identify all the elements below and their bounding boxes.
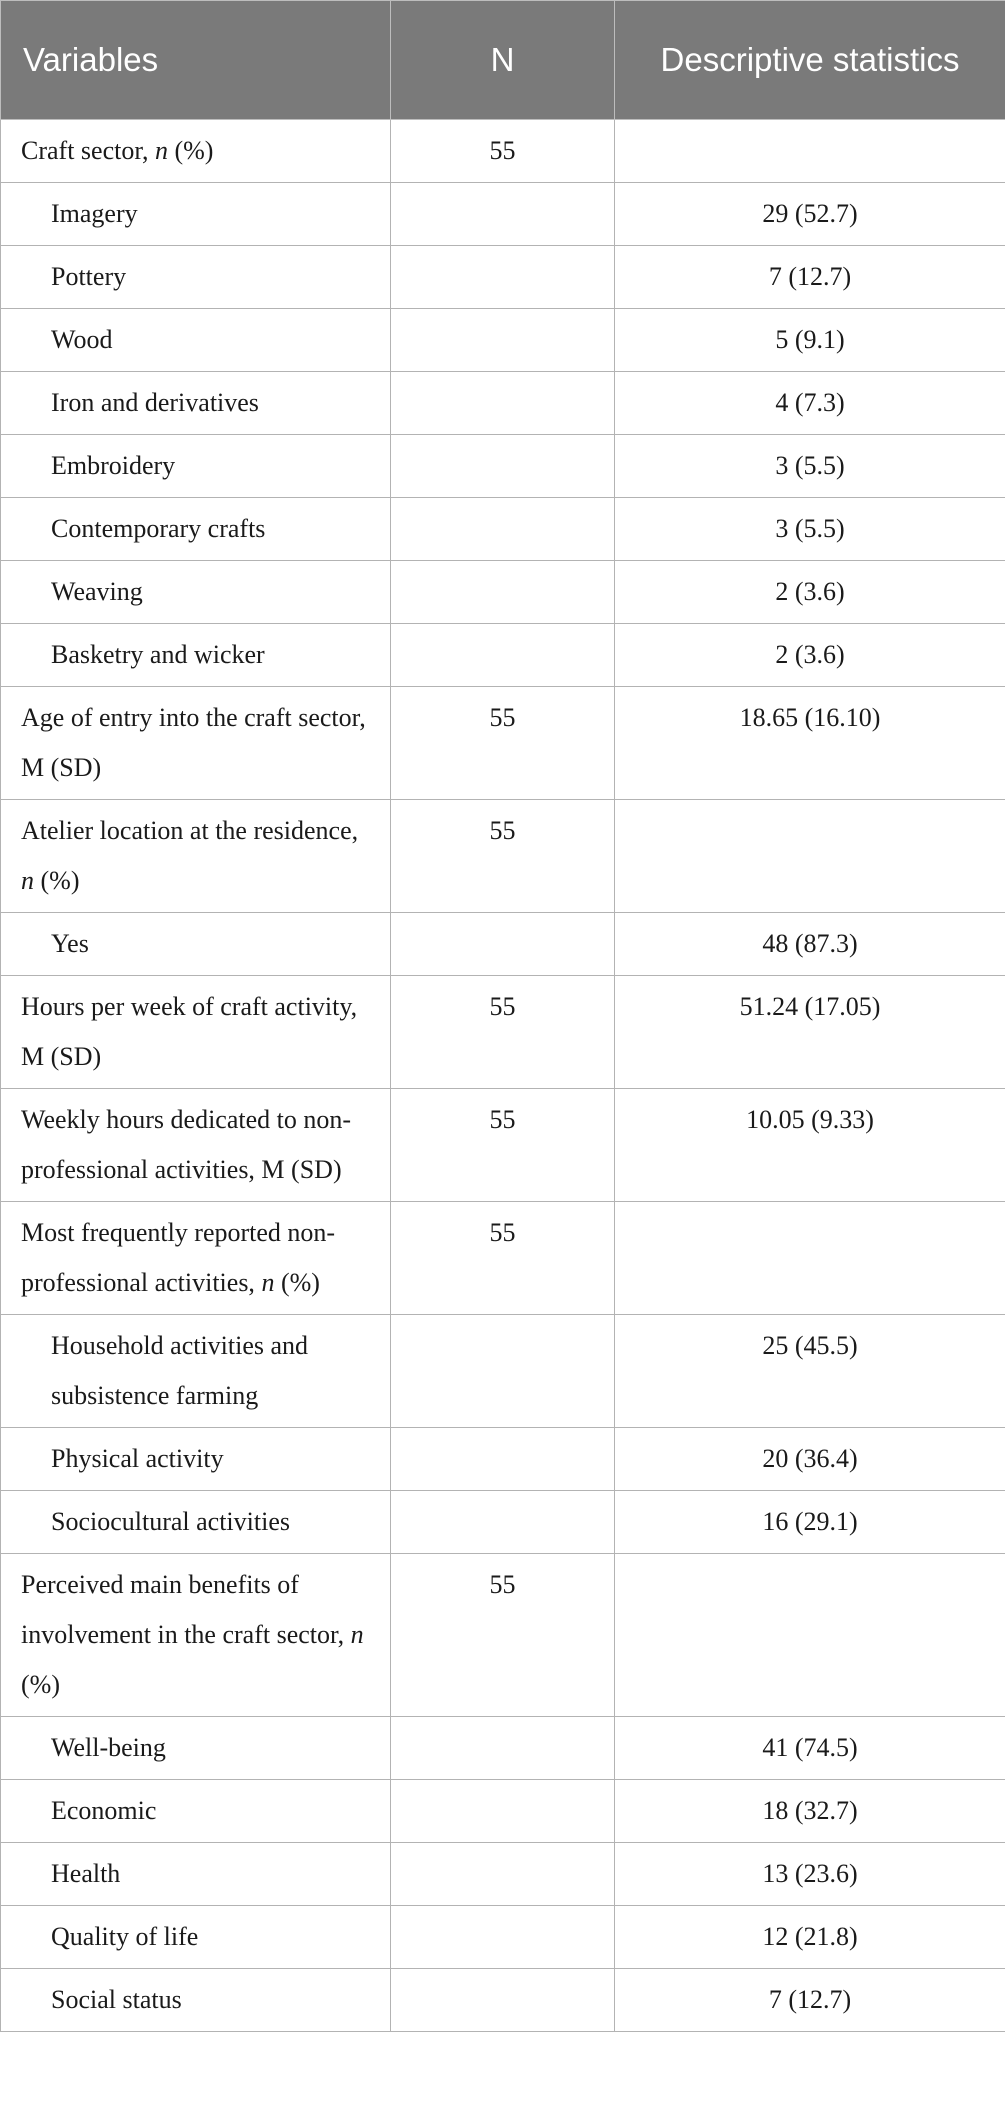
variable-cell: Imagery bbox=[1, 183, 391, 246]
descriptive-cell: 3 (5.5) bbox=[615, 498, 1005, 561]
header-descriptive-statistics: Descriptive statistics bbox=[615, 1, 1005, 120]
n-cell bbox=[391, 183, 615, 246]
n-cell: 55 bbox=[391, 1202, 615, 1315]
table-row bbox=[1, 1491, 1005, 1554]
n-cell bbox=[391, 1717, 615, 1780]
variable-cell: Social status bbox=[1, 1969, 391, 2032]
descriptive-cell: 2 (3.6) bbox=[615, 624, 1005, 687]
variable-label: Craft sector, bbox=[21, 136, 155, 165]
n-cell bbox=[391, 1315, 615, 1428]
table-row bbox=[1, 1554, 1005, 1717]
variable-cell: Wood bbox=[1, 309, 391, 372]
n-cell bbox=[391, 435, 615, 498]
descriptive-cell bbox=[615, 1202, 1005, 1315]
descriptive-cell bbox=[615, 120, 1005, 183]
variable-cell: Physical activity bbox=[1, 1428, 391, 1491]
variable-cell: Weekly hours dedicated to non-professional activities, M (SD) bbox=[1, 1089, 391, 1202]
descriptive-cell: 18.65 (16.10) bbox=[615, 687, 1005, 800]
descriptive-cell: 10.05 (9.33) bbox=[615, 1089, 1005, 1202]
table-row bbox=[1, 1315, 1005, 1428]
n-cell bbox=[391, 1491, 615, 1554]
variable-cell: Economic bbox=[1, 1780, 391, 1843]
descriptive-cell: 48 (87.3) bbox=[615, 913, 1005, 976]
variable-cell bbox=[1, 1554, 391, 1717]
descriptive-cell: 5 (9.1) bbox=[615, 309, 1005, 372]
variable-italic: n bbox=[261, 1268, 275, 1297]
table-header bbox=[1, 1, 1005, 120]
variable-cell bbox=[1, 1202, 391, 1315]
n-cell: 55 bbox=[391, 1089, 615, 1202]
descriptive-cell: 12 (21.8) bbox=[615, 1906, 1005, 1969]
header-row bbox=[1, 1, 1005, 120]
variable-cell: Pottery bbox=[1, 246, 391, 309]
descriptive-cell bbox=[615, 800, 1005, 913]
table-row bbox=[1, 1969, 1005, 2032]
descriptive-cell: 2 (3.6) bbox=[615, 561, 1005, 624]
variable-cell: Basketry and wicker bbox=[1, 624, 391, 687]
variable-cell: Contemporary crafts bbox=[1, 498, 391, 561]
table-row bbox=[1, 1780, 1005, 1843]
table-row bbox=[1, 800, 1005, 913]
variable-cell: Quality of life bbox=[1, 1906, 391, 1969]
n-cell: 55 bbox=[391, 1554, 615, 1717]
n-cell bbox=[391, 372, 615, 435]
variable-cell: Well-being bbox=[1, 1717, 391, 1780]
header-n: N bbox=[391, 1, 615, 120]
variable-cell: Sociocultural activities bbox=[1, 1491, 391, 1554]
descriptive-cell: 51.24 (17.05) bbox=[615, 976, 1005, 1089]
variable-label: Perceived main benefits of involvement in the craft sector, bbox=[21, 1570, 351, 1649]
table-body bbox=[1, 120, 1005, 2032]
table-row bbox=[1, 183, 1005, 246]
variable-cell bbox=[1, 120, 391, 183]
table-row bbox=[1, 913, 1005, 976]
n-cell bbox=[391, 561, 615, 624]
descriptive-cell: 41 (74.5) bbox=[615, 1717, 1005, 1780]
descriptive-cell: 3 (5.5) bbox=[615, 435, 1005, 498]
variable-cell: Embroidery bbox=[1, 435, 391, 498]
variable-suffix: (%) bbox=[274, 1268, 320, 1297]
n-cell bbox=[391, 309, 615, 372]
table-row bbox=[1, 498, 1005, 561]
table-row bbox=[1, 246, 1005, 309]
n-cell bbox=[391, 1428, 615, 1491]
descriptive-cell: 18 (32.7) bbox=[615, 1780, 1005, 1843]
descriptive-cell bbox=[615, 1554, 1005, 1717]
table-row bbox=[1, 1428, 1005, 1491]
table-row bbox=[1, 1717, 1005, 1780]
n-cell bbox=[391, 1969, 615, 2032]
variable-cell: Yes bbox=[1, 913, 391, 976]
n-cell bbox=[391, 624, 615, 687]
table-row bbox=[1, 435, 1005, 498]
table-row bbox=[1, 624, 1005, 687]
n-cell: 55 bbox=[391, 687, 615, 800]
variable-italic: n bbox=[350, 1620, 364, 1649]
n-cell bbox=[391, 246, 615, 309]
descriptive-cell: 29 (52.7) bbox=[615, 183, 1005, 246]
table-row bbox=[1, 561, 1005, 624]
table-row bbox=[1, 1843, 1005, 1906]
table-row bbox=[1, 309, 1005, 372]
table-row bbox=[1, 372, 1005, 435]
variable-cell: Age of entry into the craft sector, M (SD) bbox=[1, 687, 391, 800]
table-row bbox=[1, 1202, 1005, 1315]
n-cell: 55 bbox=[391, 800, 615, 913]
table-row bbox=[1, 1089, 1005, 1202]
descriptive-cell: 20 (36.4) bbox=[615, 1428, 1005, 1491]
variable-cell: Household activities and subsistence farming bbox=[1, 1315, 391, 1428]
descriptive-cell: 7 (12.7) bbox=[615, 246, 1005, 309]
n-cell bbox=[391, 913, 615, 976]
variable-suffix: (%) bbox=[167, 136, 214, 165]
descriptive-cell: 7 (12.7) bbox=[615, 1969, 1005, 2032]
table-row bbox=[1, 120, 1005, 183]
variable-cell: Iron and derivatives bbox=[1, 372, 391, 435]
n-cell bbox=[391, 498, 615, 561]
descriptive-cell: 13 (23.6) bbox=[615, 1843, 1005, 1906]
table-row bbox=[1, 687, 1005, 800]
variable-italic: n bbox=[154, 136, 168, 165]
table-row bbox=[1, 1906, 1005, 1969]
variable-cell: Health bbox=[1, 1843, 391, 1906]
table-row bbox=[1, 976, 1005, 1089]
n-cell bbox=[391, 1906, 615, 1969]
descriptive-cell: 25 (45.5) bbox=[615, 1315, 1005, 1428]
n-cell: 55 bbox=[391, 976, 615, 1089]
descriptive-cell: 4 (7.3) bbox=[615, 372, 1005, 435]
variable-cell bbox=[1, 800, 391, 913]
variable-suffix: (%) bbox=[34, 866, 80, 895]
variable-label: Most frequently reported non-professional activities, bbox=[21, 1218, 336, 1297]
descriptive-cell: 16 (29.1) bbox=[615, 1491, 1005, 1554]
variable-suffix: (%) bbox=[21, 1670, 60, 1699]
n-cell bbox=[391, 1780, 615, 1843]
variable-italic: n bbox=[21, 866, 34, 895]
variable-label: Atelier location at the residence, bbox=[21, 816, 359, 845]
variable-cell: Hours per week of craft activity, M (SD) bbox=[1, 976, 391, 1089]
header-variables: Variables bbox=[1, 1, 391, 120]
n-cell bbox=[391, 1843, 615, 1906]
n-cell: 55 bbox=[391, 120, 615, 183]
variable-cell: Weaving bbox=[1, 561, 391, 624]
